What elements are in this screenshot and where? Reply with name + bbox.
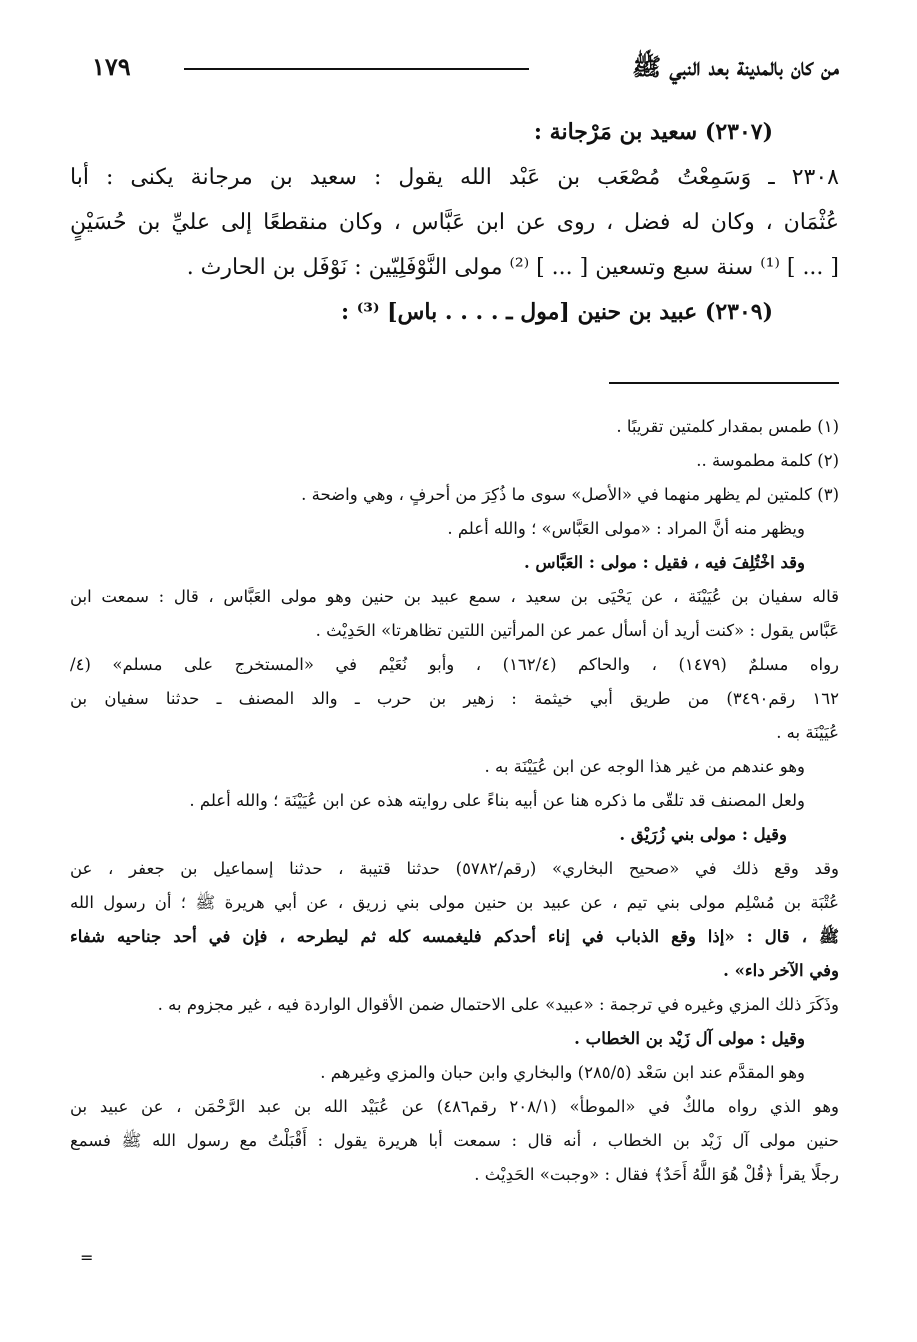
footnote-line: وقد وقع ذلك في «صحيح البخاري» (رقم/٥٧٨٢) حدثنا قتيبة ، حدثنا إسماعيل بن جعفر ، عن <box>70 859 839 878</box>
main-text <box>70 110 839 335</box>
entry-heading: (٢٣٠٩) عبيد بن حنين [مول ـ . . . . باس] ⁽³⁾ : <box>340 299 773 325</box>
footnote-line: وهو عندهم من غير هذا الوجه عن ابن عُيَيْنَة به . <box>484 757 805 776</box>
footnote-line: عَبَّاس يقول : «كنت أريد أن أسأل عمر عن المرأتين اللتين تظاهرتا» الحَدِيْث . <box>315 621 839 640</box>
footnote-line: رجلًا يقرأ ﴿قُلْ هُوَ اللَّهُ أَحَدٌ﴾ فقال : «وجبت» الحَدِيْث . <box>474 1165 839 1184</box>
footnote: (٢) كلمة مطموسة .. <box>696 451 839 470</box>
entry-heading: (٢٣٠٧) سعيد بن مَرْجانة : <box>533 119 773 145</box>
footnote-line: ١٦٢ رقم٣٤٩٠) من طريق أبي خيثمة : زهير بن حرب ـ والد المصنف ـ حدثنا سفيان بن <box>70 689 839 708</box>
footnote-line: عُيَيْنَة به . <box>776 723 839 742</box>
footnote-subheading: وقيل : مولى آل زَيْد بن الخطاب . <box>574 1029 805 1048</box>
footnote-line: ويظهر منه أنَّ المراد : «مولى العَبَّاس» ؛ والله أعلم . <box>447 519 805 538</box>
footnote-subheading: وقيل : مولى بني زُرَيْق . <box>619 825 787 844</box>
footnote-line: وفي الآخر داء» . <box>723 961 839 980</box>
footnote-separator <box>609 382 839 384</box>
page-number: ١٧٩ <box>92 52 131 81</box>
header-rule <box>184 68 529 70</box>
footnote-line: ولعل المصنف قد تلقّى ما ذكره هنا عن أبيه بناءً على روايته هذه عن ابن عُيَيْنَة ؛ والله أعلم . <box>189 791 805 810</box>
footnote-line: قاله سفيان بن عُيَيْنَة ، عن يَحْيَى بن سعيد ، سمع عبيد بن حنين وهو مولى العَبَّاس ، قال : سمعت ابن <box>70 587 839 606</box>
footnote-line: حنين مولى آل زَيْد بن الخطاب ، أنه قال : سمعت أبا هريرة يقول : أَقْبَلْتُ مع رسول الله ﷺ فسمع <box>70 1131 839 1150</box>
body-line: ٢٣٠٨ ـ وَسَمِعْتُ مُصْعَب بن عَبْد الله يقول : سعيد بن مرجانة يكنى : أبا <box>70 165 839 190</box>
footnote: (٣) كلمتين لم يظهر منهما في «الأصل» سوى ما ذُكِرَ من أحرفٍ ، وهي واضحة . <box>301 485 839 504</box>
footnote: (١) طمس بمقدار كلمتين تقريبًا . <box>616 417 839 436</box>
footnote-line: عُتْبَة بن مُسْلِم مولى بني تيم ، عن عبيد بن حنين مولى بني زريق ، عن أبي هريرة ﷺ ؛ أن رسول الله <box>70 893 839 912</box>
body-line: عُثْمَان ، وكان له فضل ، روى عن ابن عَبَّاس ، وكان منقطعًا إلى عليِّ بن حُسَيْنٍ <box>70 210 839 235</box>
footnote-line: رواه مسلمٌ (١٤٧٩) ، والحاكم (١٦٢/٤) ، وأبو نُعَيْم في «المستخرج على مسلم» (٤/ <box>70 655 839 674</box>
running-title: من كان بالمدينة بعد النبي ﷺ <box>632 52 839 81</box>
footnote-line: وهو الذي رواه مالكٌ في «الموطأ» (٢٠٨/١ رقم٤٨٦) عن عُبَيْد الله بن عبد الرَّحْمَن ، عن عبيد بن <box>70 1097 839 1116</box>
footnote-line: وذَكَرَ ذلك المزي وغيره في ترجمة : «عبيد» على الاحتمال ضمن الأقوال الواردة فيه ، غير مجزوم به . <box>157 995 839 1014</box>
continuation-mark: = <box>80 1248 94 1267</box>
footnotes <box>70 410 839 1192</box>
footnote-line: ﷺ ، قال : «إذا وقع الذباب في إناء أحدكم فليغمسه كله ثم ليطرحه ، فإن في أحد جناحيه شفاء <box>70 927 839 946</box>
running-header <box>92 52 839 92</box>
footnote-line: وهو المقدَّم عند ابن سَعْد (٢٨٥/٥) والبخاري وابن حبان والمزي وغيرهم . <box>320 1063 805 1082</box>
footnote-subheading: وقد اخْتُلِفَ فيه ، فقيل : مولى : العَبَّاس . <box>523 553 805 572</box>
body-line: [ ... ] ⁽¹⁾ سنة سبع وتسعين [ ... ] ⁽²⁾ مولى النَّوْفَلِيّين : نَوْفَل بن الحارث . <box>186 255 839 280</box>
